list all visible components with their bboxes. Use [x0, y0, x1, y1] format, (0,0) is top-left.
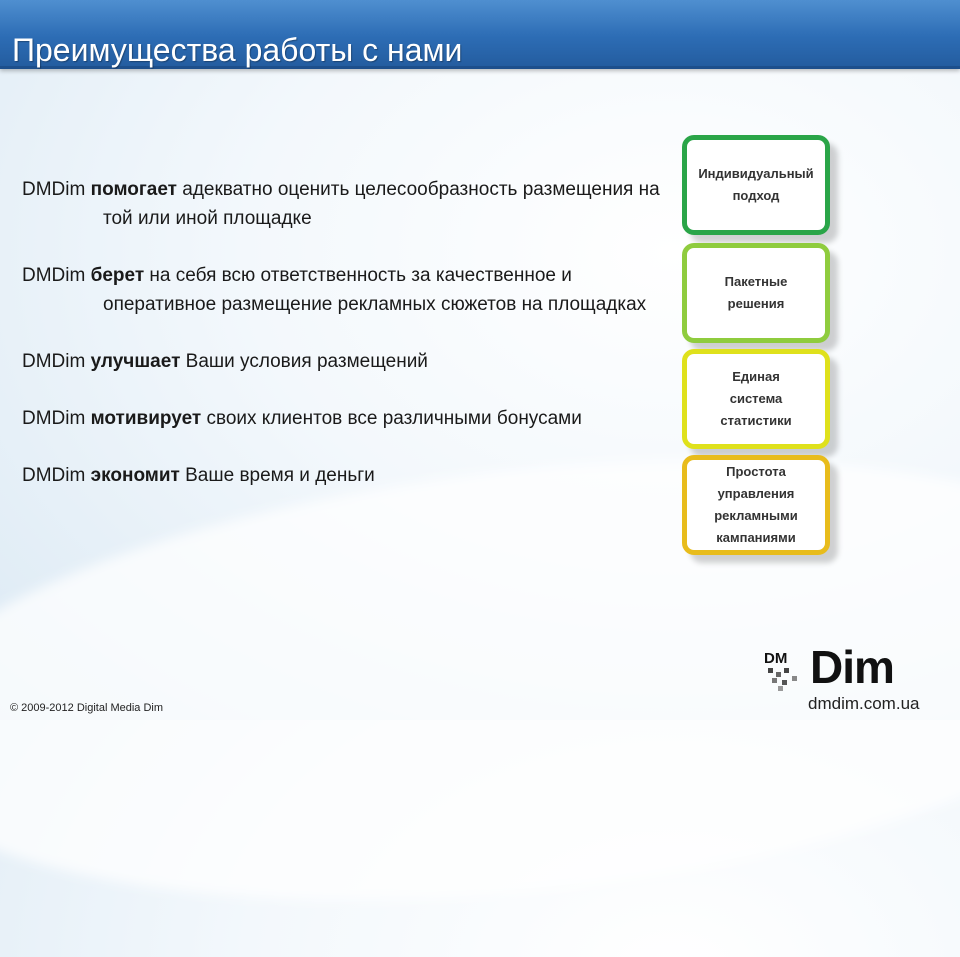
feature-card-label: Единая система статистики	[720, 369, 792, 428]
item-keyword: берет	[90, 265, 145, 286]
slide-title: Преимущества работы с нами	[12, 32, 463, 68]
feature-card-campaigns	[682, 455, 830, 555]
item-keyword: улучшает	[90, 351, 181, 372]
advantages-list	[22, 175, 672, 518]
item-keyword: мотивирует	[90, 408, 202, 429]
title-bar	[0, 0, 960, 69]
feature-card-statistics	[682, 349, 830, 449]
logo-dim-text: Dim	[810, 641, 894, 693]
item-text: Ваши условия размещений	[180, 351, 428, 372]
feature-card-individual	[682, 135, 830, 235]
item-prefix: DMDim	[22, 408, 91, 429]
list-item	[22, 461, 672, 490]
item-prefix: DMDim	[22, 179, 91, 200]
feature-card-label: Индивидуальный подход	[698, 166, 814, 203]
feature-card-packages	[682, 243, 830, 343]
logo-dm-text: DM	[764, 650, 788, 667]
logo-pixel-icon	[768, 668, 804, 692]
item-text: на себя всю ответственность за качественное и оперативное размещение рекламных сюжетов на площадках	[103, 265, 647, 315]
item-text: своих клиентов все различными бонусами	[201, 408, 582, 429]
item-text: Ваше время и деньги	[179, 465, 375, 486]
item-text: адекватно оценить целесообразность размещения на той или иной площадке	[103, 179, 660, 229]
item-keyword: помогает	[90, 179, 177, 200]
copyright-text: © 2009-2012 Digital Media Dim	[10, 702, 164, 714]
item-prefix: DMDim	[22, 351, 91, 372]
list-item	[22, 347, 672, 376]
logo-url-text: dmdim.com.ua	[808, 694, 920, 713]
item-prefix: DMDim	[22, 265, 91, 286]
item-prefix: DMDim	[22, 465, 91, 486]
company-logo	[760, 641, 940, 716]
item-keyword: экономит	[90, 465, 180, 486]
list-item	[22, 175, 672, 233]
feature-card-label: Пакетные решения	[724, 274, 788, 311]
list-item	[22, 261, 672, 319]
list-item	[22, 404, 672, 433]
feature-card-label: Простота управления рекламными кампаниями	[714, 464, 798, 545]
